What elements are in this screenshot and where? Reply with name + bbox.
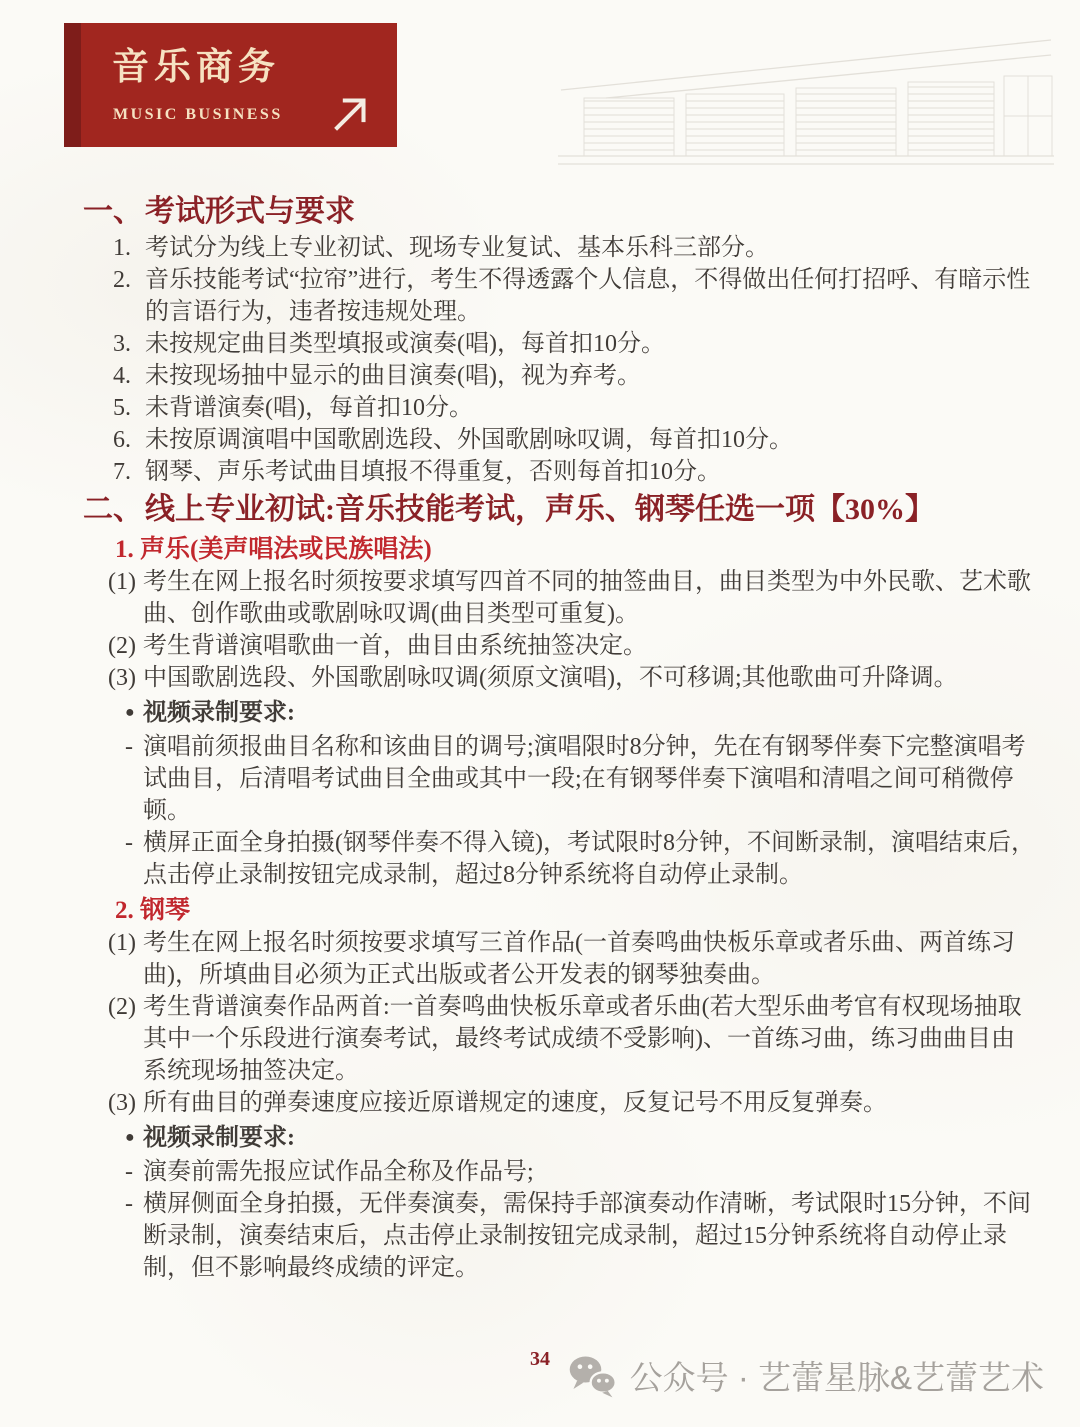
item-text: 音乐技能考试“拉帘”进行，考生不得透露个人信息，不得做出任何打招呼、有暗示性的言语行为，违者按违规处理。 [145,267,1031,325]
bullet-text: 视频录制要求: [143,700,295,726]
item-text: 钢琴、声乐考试曲目填报不得重复，否则每首扣10分。 [145,459,721,485]
para-number: (3) [108,665,136,691]
subsection-vocal-title: 1. 声乐(美声唱法或民族唱法) [115,536,432,563]
item-text: 未按现场抽中显示的曲目演奏(唱)，视为弃考。 [145,363,641,389]
section-1-number: 一、 [83,195,143,228]
header-banner-inner [81,23,397,147]
paragraph [108,630,1035,662]
wechat-account-footer [566,1352,1044,1399]
para-number: (3) [108,1090,136,1116]
item-text: 未按原调演唱中国歌剧选段、外国歌剧咏叹调，每首扣10分。 [145,427,793,453]
subsection-piano-title: 2. 钢琴 [115,897,191,924]
list-item [113,232,1035,264]
para-text: 考生在网上报名时须按要求填写四首不同的抽签曲目，曲目类型为中外民歌、艺术歌曲、创作歌曲或歌剧咏叹调(曲目类型可重复)。 [143,569,1031,627]
para-text: 考生背谱演唱歌曲一首，曲目由系统抽签决定。 [143,633,647,659]
paragraph [108,1087,1035,1119]
dash-marker: - [125,1191,133,1217]
dash-text: 横屏正面全身拍摄(钢琴伴奏不得入镜)，考试限时8分钟，不间断录制，演唱结束后，点击停止录制按钮完成录制，超过8分钟系统将自动停止录制。 [143,830,1035,888]
bullet-item [125,697,1035,729]
bullet-marker: ● [125,1129,135,1146]
item-number: 3. [113,331,131,357]
para-number: (1) [108,930,136,956]
bullet-marker: ● [125,704,135,721]
bullet-text: 视频录制要求: [143,1125,295,1151]
paragraph [108,662,1035,694]
header-banner [64,23,397,147]
paragraph [108,927,1035,991]
dash-text: 演奏前需先报应试作品全称及作品号; [143,1159,534,1185]
dash-text: 横屏侧面全身拍摄，无伴奏演奏，需保持手部演奏动作清晰，考试限时15分钟，不间断录制，演奏结束后，点击停止录制按钮完成录制，超过15分钟系统将自动停止录制，但不影响最终成绩的评定。 [143,1191,1031,1281]
section-2-heading [83,490,1035,530]
para-number: (1) [108,569,136,595]
item-text: 未按规定曲目类型填报或演奏(唱)，每首扣10分。 [145,331,665,357]
list-item [113,360,1035,392]
building-watermark [546,28,1066,178]
page-subtitle: MUSIC BUSINESS [113,105,283,123]
page-number: 34 [530,1348,550,1370]
list-item [113,264,1035,328]
item-text: 考试分为线上专业初试、现场专业复试、基本乐科三部分。 [145,235,769,261]
item-number: 4. [113,363,131,389]
dash-item [125,827,1035,891]
wechat-icon [566,1353,618,1399]
item-number: 6. [113,427,131,453]
list-item [113,424,1035,456]
section-2-number: 二、 [83,493,143,526]
dash-marker: - [125,1159,133,1185]
para-text: 考生背谱演奏作品两首:一首奏鸣曲快板乐章或者乐曲(若大型乐曲考官有权现场抽取其中一个乐段进行演奏考试，最终考试成绩不受影响)、一首练习曲，练习曲曲目由系统现场抽签决定。 [143,994,1022,1084]
para-text: 所有曲目的弹奏速度应接近原谱规定的速度，反复记号不用反复弹奏。 [143,1090,887,1116]
item-text: 未背谱演奏(唱)，每首扣10分。 [145,395,473,421]
item-number: 5. [113,395,131,421]
list-item [113,392,1035,424]
list-item [113,456,1035,488]
dash-text: 演唱前须报曲目名称和该曲目的调号;演唱限时8分钟，先在有钢琴伴奏下完整演唱考试曲目，后清唱考试曲目全曲或其中一段;在有钢琴伴奏下演唱和清唱之间可稍微停顿。 [143,734,1026,824]
document-body [83,192,1035,1284]
arrow-up-right-icon [323,87,377,141]
para-text: 中国歌剧选段、外国歌剧咏叹调(须原文演唱)，不可移调;其他歌曲可升降调。 [143,665,958,691]
para-number: (2) [108,994,136,1020]
dash-marker: - [125,830,133,856]
wechat-account-label: 公众号 · 艺蕾星脉&艺蕾艺术 [629,1359,1044,1396]
dash-item [125,1156,1035,1188]
item-number: 7. [113,459,131,485]
page-title: 音乐商务 [112,47,280,88]
section-2-title: 线上专业初试:音乐技能考试，声乐、钢琴任选一项【30%】 [145,493,935,526]
dash-marker: - [125,734,133,760]
bullet-item [125,1122,1035,1154]
item-number: 1. [113,235,131,261]
list-item [113,328,1035,360]
para-text: 考生在网上报名时须按要求填写三首作品(一首奏鸣曲快板乐章或者乐曲、两首练习曲)，所填曲目必须为正式出版或者公开发表的钢琴独奏曲。 [143,930,1015,988]
item-number: 2. [113,267,131,293]
paragraph [108,566,1035,630]
para-number: (2) [108,633,136,659]
dash-item [125,731,1035,827]
section-1-title: 考试形式与要求 [145,195,355,228]
paragraph [108,991,1035,1087]
dash-item [125,1188,1035,1284]
section-1-heading [83,192,1035,232]
